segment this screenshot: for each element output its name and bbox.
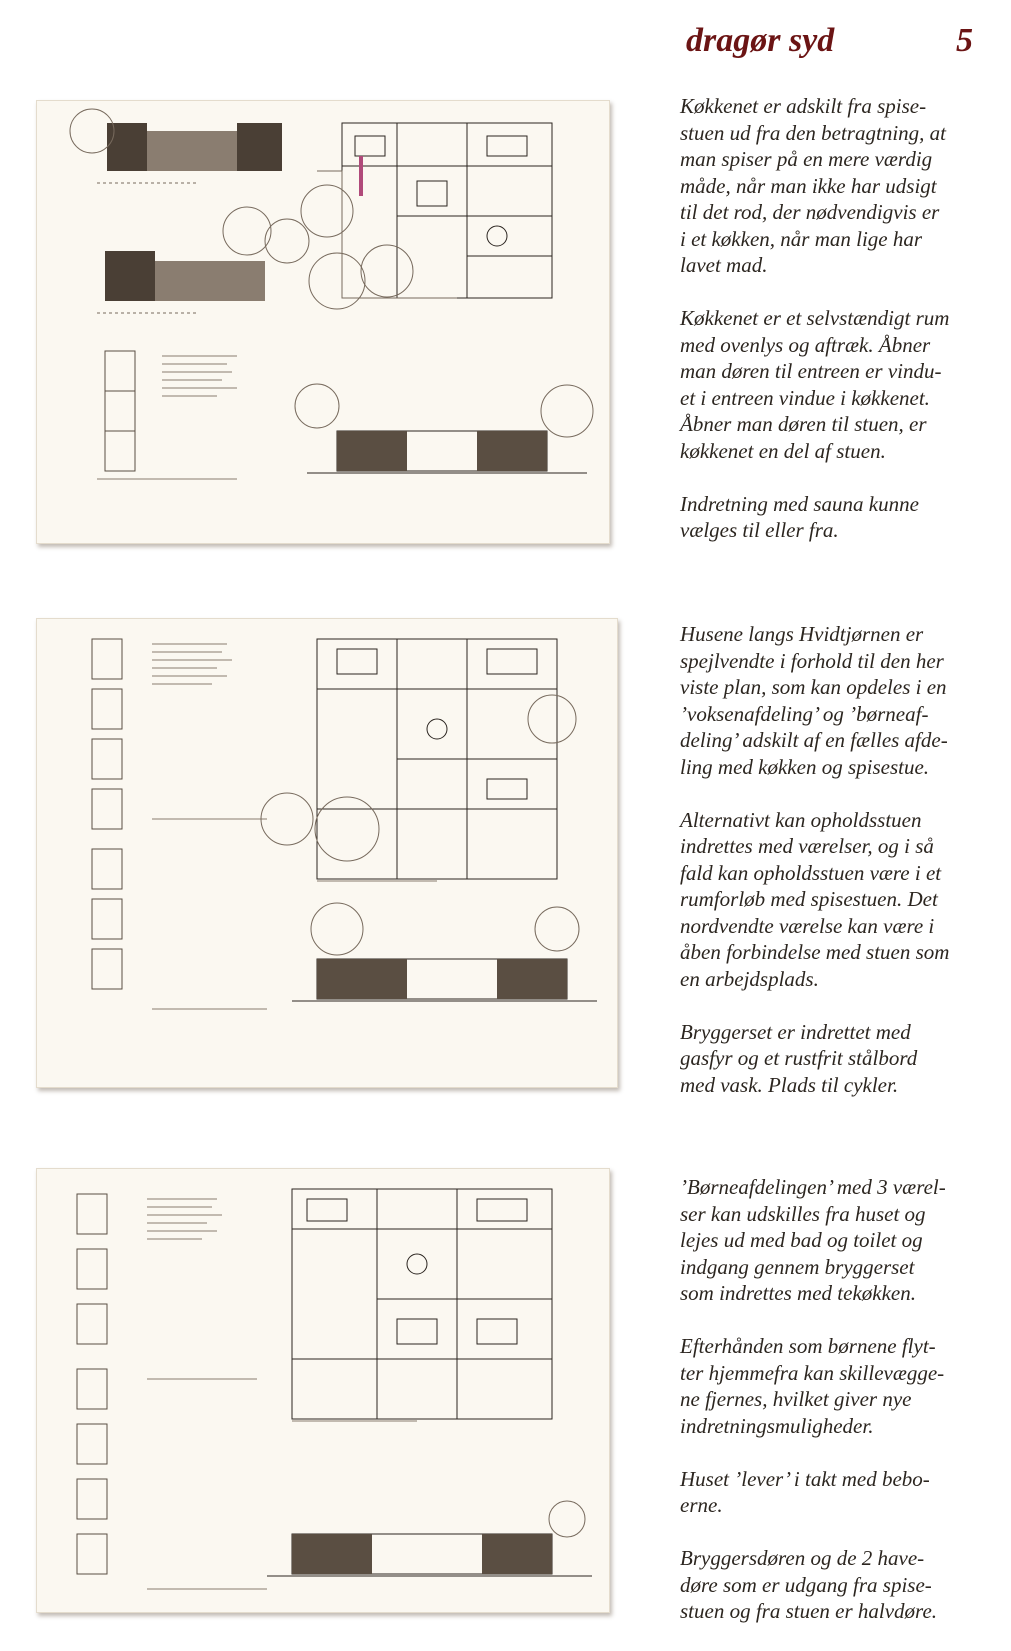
text-section-2 xyxy=(680,621,998,1125)
paragraph: ’Børneafdelingen’ med 3 værel- ser kan udskilles fra huset og lejes ud med bad og toilet og indgang gennem bryggerset som indrettes med tekøkken. xyxy=(680,1175,946,1305)
paragraph: Indretning med sauna kunne vælges til eller fra. xyxy=(680,491,919,542)
page-number: 5 xyxy=(956,22,973,59)
floor-plan-image xyxy=(37,619,617,1087)
plan-drawing-1 xyxy=(36,100,610,544)
text-section-3 xyxy=(680,1174,998,1651)
floor-plan-image xyxy=(37,1169,609,1612)
paragraph: Alternativt kan opholdsstuen indrettes med værelser, og i så fald kan opholdsstuen være i et rumforløb med spisestuen. Det nordvendte værelse kan være i åben forbindelse med stuen som en arbejdsplads. xyxy=(680,807,950,991)
plan-drawing-3 xyxy=(36,1168,610,1613)
page-title: dragør syd xyxy=(686,22,835,59)
paragraph: Bryggerset er indrettet med gasfyr og et rustfrit stålbord med vask. Plads til cykler. xyxy=(680,1019,918,1097)
text-section-1 xyxy=(680,93,998,570)
paragraph: Bryggersdøren og de 2 have- døre som er udgang fra spise- stuen og fra stuen er halvdøre. xyxy=(680,1546,938,1623)
paragraph: Efterhånden som børnene flyt- ter hjemmefra kan skillevægge- ne fjernes, hvilket giver nye indretningsmuligheder. xyxy=(680,1334,945,1438)
paragraph: Husene langs Hvidtjørnen er spejlvendte i forhold til den her viste plan, som kan opdeles i en ’voksenafdeling’ og ’børneaf- deling’ adskilt af en fælles afde- ling med køkken og spisestue. xyxy=(680,622,948,779)
paragraph: Køkkenet er et selvstændigt rum med ovenlys og aftræk. Åbner man døren til entreen er vindu- et i entreen vindue i køkkenet. Åbner man døren til stuen, er køkkenet en del af stuen. xyxy=(680,306,950,463)
paragraph: Huset ’lever’ i takt med bebo- erne. xyxy=(680,1466,930,1517)
paragraph: Køkkenet er adskilt fra spise- stuen ud fra den betragtning, at man spiser på en mere værdig måde, når man ikke har udsigt til det rod, der nødvendigvis er i et køkken, når man lige har lavet mad. xyxy=(680,94,946,277)
plan-drawing-2 xyxy=(36,618,618,1088)
floor-plan-image xyxy=(37,101,609,543)
